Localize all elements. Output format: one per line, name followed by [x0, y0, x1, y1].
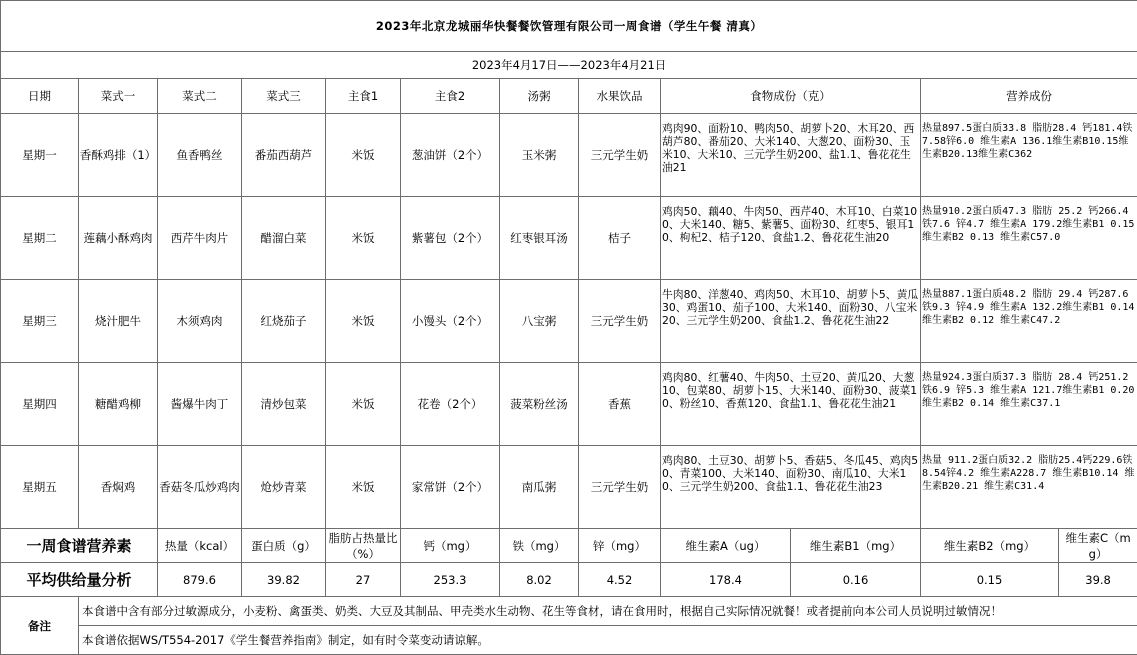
dish1-cell: 莲藕小酥鸡肉: [79, 197, 158, 280]
nutrient-value: 27: [326, 563, 401, 597]
header-row: [1, 79, 1137, 114]
table-row: [1, 446, 1137, 529]
nutrient-field: 维生素B1（mg）: [791, 529, 921, 563]
fruit-cell: 桔子: [579, 197, 661, 280]
nutrition-cell: 热量 911.2蛋白质32.2 脂肪25.4钙229.6铁8.54锌4.2 维生素A228.7 维生素B10.14 维生素B20.21 维生素C31.4: [921, 446, 1137, 529]
ingredients-cell: 鸡肉90、面粉10、鸭肉50、胡萝卜20、木耳20、西葫芦80、番茄20、大米140、大葱20、面粉30、玉米10、大米10、三元学生奶200、盐1.1、鲁花花生油21: [661, 114, 921, 197]
notes-label: 备注: [1, 597, 79, 655]
nutrient-field: 钙（mg）: [401, 529, 500, 563]
nutrient-value-row: [1, 563, 1137, 597]
nutrient-value: 4.52: [579, 563, 661, 597]
soup-cell: 菠菜粉丝汤: [500, 363, 579, 446]
staple1-cell: 米饭: [326, 280, 401, 363]
day-cell: 星期四: [1, 363, 79, 446]
notes-row: [1, 626, 1137, 655]
ingredients-cell: 鸡肉80、红薯40、牛肉50、土豆20、黄瓜20、大葱10、包菜80、胡萝卜15、大米140、面粉30、菠菜10、粉丝10、香蕉120、食盐1.1、鲁花花生油21: [661, 363, 921, 446]
table-row: [1, 197, 1137, 280]
nutrient-value: 8.02: [500, 563, 579, 597]
table-row: [1, 114, 1137, 197]
nutrient-field: 锌（mg）: [579, 529, 661, 563]
staple2-cell: 小馒头（2个）: [401, 280, 500, 363]
table-row: [1, 363, 1137, 446]
soup-cell: 南瓜粥: [500, 446, 579, 529]
staple2-cell: 花卷（2个）: [401, 363, 500, 446]
guideline-note: 本食谱依据WS/T554-2017《学生餐营养指南》制定，如有时令菜变动请谅解。: [79, 626, 1137, 655]
ingredients-cell: 牛肉80、洋葱40、鸡肉50、木耳10、胡萝卜5、黄瓜30、鸡蛋10、茄子100、大米140、面粉30、八宝米20、三元学生奶200、食盐1.2、鲁花花生油22: [661, 280, 921, 363]
dish2-cell: 香菇冬瓜炒鸡肉: [158, 446, 242, 529]
dish1-cell: 香焖鸡: [79, 446, 158, 529]
staple1-cell: 米饭: [326, 114, 401, 197]
notes-row: [1, 597, 1137, 626]
header-staple1: 主食1: [326, 79, 401, 114]
header-fruit: 水果饮品: [579, 79, 661, 114]
soup-cell: 八宝粥: [500, 280, 579, 363]
nutrient-value: 0.16: [791, 563, 921, 597]
soup-cell: 红枣银耳汤: [500, 197, 579, 280]
page-title: 2023年北京龙城丽华快餐餐饮管理有限公司一周食谱（学生午餐 清真）: [1, 1, 1137, 52]
staple1-cell: 米饭: [326, 446, 401, 529]
fruit-cell: 香蕉: [579, 363, 661, 446]
nutrient-field: 铁（mg）: [500, 529, 579, 563]
nutrient-field: 热量（kcal）: [158, 529, 242, 563]
dish3-cell: 醋溜白菜: [242, 197, 326, 280]
staple2-cell: 家常饼（2个）: [401, 446, 500, 529]
nutrient-value: 0.15: [921, 563, 1059, 597]
nutrient-header-row: [1, 529, 1137, 563]
nutrition-cell: 热量897.5蛋白质33.8 脂肪28.4 钙181.4铁7.58锌6.0 维生素A 136.1维生素B10.15维生素B20.13维生素C362: [921, 114, 1137, 197]
nutrient-value: 39.8: [1059, 563, 1137, 597]
header-soup: 汤粥: [500, 79, 579, 114]
header-dish3: 菜式三: [242, 79, 326, 114]
header-nutrition: 营养成份: [921, 79, 1137, 114]
ingredients-cell: 鸡肉80、土豆30、胡萝卜5、香菇5、冬瓜45、鸡肉50、青菜100、大米140、面粉30、南瓜10、大米10、三元学生奶200、食盐1.1、鲁花花生油23: [661, 446, 921, 529]
dish2-cell: 鱼香鸭丝: [158, 114, 242, 197]
staple2-cell: 葱油饼（2个）: [401, 114, 500, 197]
soup-cell: 玉米粥: [500, 114, 579, 197]
nutrition-cell: 热量924.3蛋白质37.3 脂肪 28.4 钙251.2 铁6.9 锌5.3 维生素A 121.7维生素B1 0.20 维生素B2 0.14 维生素C37.1: [921, 363, 1137, 446]
nutrient-value: 39.82: [242, 563, 326, 597]
dish2-cell: 酱爆牛肉丁: [158, 363, 242, 446]
nutrient-summary-label: 一周食谱营养素: [1, 529, 158, 563]
header-ingredients: 食物成份（克）: [661, 79, 921, 114]
staple1-cell: 米饭: [326, 197, 401, 280]
nutrition-cell: 热量887.1蛋白质48.2 脂肪 29.4 钙287.6 铁9.3 锌4.9 维生素A 132.2维生素B1 0.14 维生素B2 0.12 维生素C47.2: [921, 280, 1137, 363]
nutrient-field: 脂肪占热量比（%）: [326, 529, 401, 563]
header-date: 日期: [1, 79, 79, 114]
dish3-cell: 清炒包菜: [242, 363, 326, 446]
nutrient-field: 维生素C（mg）: [1059, 529, 1137, 563]
dish2-cell: 木须鸡肉: [158, 280, 242, 363]
nutrient-value: 879.6: [158, 563, 242, 597]
ingredients-cell: 鸡肉50、藕40、牛肉50、西芹40、木耳10、白菜100、大米140、糖5、紫薯5、面粉30、红枣5、银耳10、枸杞2、桔子120、食盐1.2、鲁花花生油20: [661, 197, 921, 280]
staple1-cell: 米饭: [326, 363, 401, 446]
date-range: 2023年4月17日——2023年4月21日: [1, 52, 1137, 79]
dish2-cell: 西芹牛肉片: [158, 197, 242, 280]
header-dish2: 菜式二: [158, 79, 242, 114]
nutrient-field: 维生素A（ug）: [661, 529, 791, 563]
fruit-cell: 三元学生奶: [579, 114, 661, 197]
nutrient-field: 蛋白质（g）: [242, 529, 326, 563]
dish1-cell: 香酥鸡排（1）: [79, 114, 158, 197]
day-cell: 星期五: [1, 446, 79, 529]
fruit-cell: 三元学生奶: [579, 446, 661, 529]
dish1-cell: 糖醋鸡柳: [79, 363, 158, 446]
day-cell: 星期三: [1, 280, 79, 363]
dish3-cell: 番茄西葫芦: [242, 114, 326, 197]
header-staple2: 主食2: [401, 79, 500, 114]
header-dish1: 菜式一: [79, 79, 158, 114]
day-cell: 星期二: [1, 197, 79, 280]
allergen-note: 本食谱中含有部分过敏源成分，小麦粉、禽蛋类、奶类、大豆及其制品、甲壳类水生动物、花生等食材，请在食用时，根据自己实际情况就餐！或者提前向本公司人员说明过敏情况！: [79, 597, 1137, 626]
nutrient-field: 维生素B2（mg）: [921, 529, 1059, 563]
nutrient-value: 253.3: [401, 563, 500, 597]
average-supply-label: 平均供给量分析: [1, 563, 158, 597]
table-row: [1, 280, 1137, 363]
dish3-cell: 红烧茄子: [242, 280, 326, 363]
dish3-cell: 炝炒青菜: [242, 446, 326, 529]
nutrition-cell: 热量910.2蛋白质47.3 脂肪 25.2 钙266.4 铁7.6 锌4.7 维生素A 179.2维生素B1 0.15 维生素B2 0.13 维生素C57.0: [921, 197, 1137, 280]
fruit-cell: 三元学生奶: [579, 280, 661, 363]
staple2-cell: 紫薯包（2个）: [401, 197, 500, 280]
dish1-cell: 烧汁肥牛: [79, 280, 158, 363]
day-cell: 星期一: [1, 114, 79, 197]
nutrient-value: 178.4: [661, 563, 791, 597]
